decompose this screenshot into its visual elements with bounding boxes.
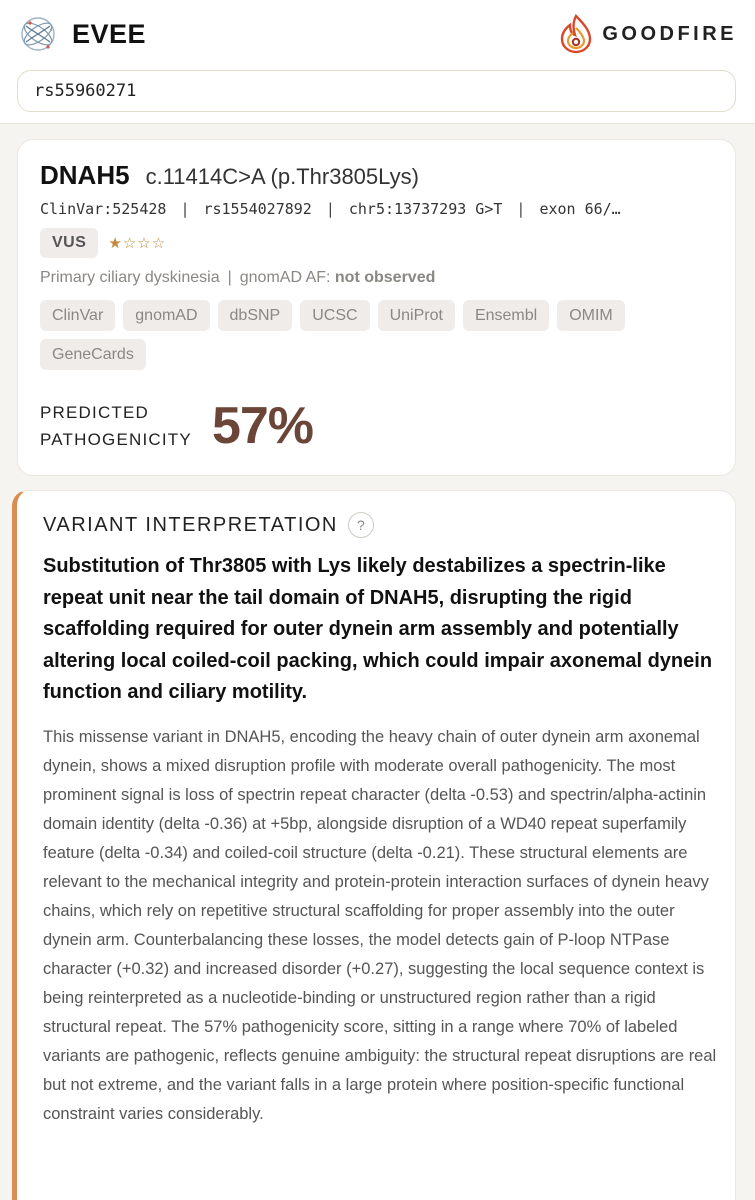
link-ensembl[interactable]: Ensembl [463, 300, 549, 331]
condition: Primary ciliary dyskinesia [40, 269, 220, 286]
pred-label-line1: PREDICTED [40, 403, 150, 422]
link-gnomad[interactable]: gnomAD [123, 300, 209, 331]
goodfire-flame-icon [560, 14, 592, 54]
interpretation-card [12, 490, 736, 1200]
app-name: EVEE [72, 18, 147, 49]
separator: | [180, 200, 190, 218]
af-label: gnomAD AF: [239, 269, 331, 286]
link-uniprot[interactable]: UniProt [378, 300, 455, 331]
classification-badge: VUS [40, 228, 98, 258]
variant-heading [40, 160, 419, 191]
search-input[interactable] [17, 70, 736, 112]
review-stars: ★☆☆☆ [108, 235, 167, 252]
classification-row [40, 228, 166, 258]
variant-meta [40, 269, 435, 287]
genomic-position: chr5:13737293 G>T [348, 200, 503, 218]
help-icon[interactable]: ? [348, 512, 374, 538]
af-value: not observed [334, 269, 436, 286]
interpretation-title: VARIANT INTERPRETATION [43, 513, 338, 536]
partner-name: GOODFIRE [602, 22, 737, 45]
separator: | [325, 200, 335, 218]
link-ucsc[interactable]: UCSC [300, 300, 369, 331]
rsid[interactable]: rs1554027892 [203, 200, 312, 218]
interpretation-summary: Substitution of Thr3805 with Lys likely destabilizes a spectrin-like repeat unit near the tail domain of DNAH5, disrupting the rigid scaffolding required for outer dynein arm assembly and potentially altering local coiled-coil packing, which could impair axonemal dynein function and ciliary motility. [43, 555, 713, 703]
interpretation-header [43, 512, 374, 538]
top-bar [0, 0, 755, 124]
pred-label-line2: PATHOGENICITY [40, 430, 192, 449]
separator: | [516, 200, 526, 218]
link-omim[interactable]: OMIM [557, 300, 625, 331]
partner-brand[interactable] [560, 14, 737, 54]
search-value[interactable]: rs55960271 [34, 81, 137, 101]
gene-symbol: DNAH5 [40, 160, 130, 190]
variant-summary-card [17, 139, 736, 476]
hgvs-notation: c.11414C>A (p.Thr3805Lys) [145, 164, 419, 189]
variant-identifiers [40, 200, 720, 218]
pathogenicity-score: 57% [211, 397, 314, 455]
predicted-pathogenicity [40, 396, 313, 456]
link-clinvar[interactable]: ClinVar [40, 300, 115, 331]
exon-info: exon 66/… [539, 200, 621, 218]
interpretation-body: This missense variant in DNAH5, encoding the heavy chain of outer dynein arm axonemal dynein, shows a mixed disruption profile with moderate overall pathogenicity. The most prominent signal is loss of spectrin repeat character (delta -0.53) and spectrin/alpha-actinin domain identity (delta -0.36) at +5bp, alongside disruption of a WD40 repeat superfamily feature (delta -0.34) and coiled-coil structure (delta -0.21). These structural elements are relevant to the mechanical integrity and protein-protein interaction surfaces of dynein heavy chains, which rely on repetitive structural scaffolding for proper assembly into the outer dynein arm. Counterbalancing these losses, the model detects gain of P-loop NTPase character (+0.32) and increased disorder (+0.27), suggesting the local sequence context is being reinterpreted as a nucleotide-binding or unstructured region rather than a rigid structural repeat. The 57% pathogenicity score, sitting in a range where 70% of labeled variants are pathogenic, reflects genuine ambiguity: the structural repeat disruptions are real but not extreme, and the variant falls in a large protein where position-specific functional constraint varies considerably. [43, 728, 717, 1123]
separator: | [227, 269, 232, 286]
clinvar-id[interactable]: ClinVar:525428 [40, 200, 167, 218]
external-links [40, 300, 720, 370]
brand[interactable] [18, 14, 146, 54]
link-genecards[interactable]: GeneCards [40, 339, 146, 370]
pred-label [40, 399, 192, 453]
link-dbsnp[interactable]: dbSNP [218, 300, 293, 331]
dna-globe-icon [18, 14, 58, 54]
